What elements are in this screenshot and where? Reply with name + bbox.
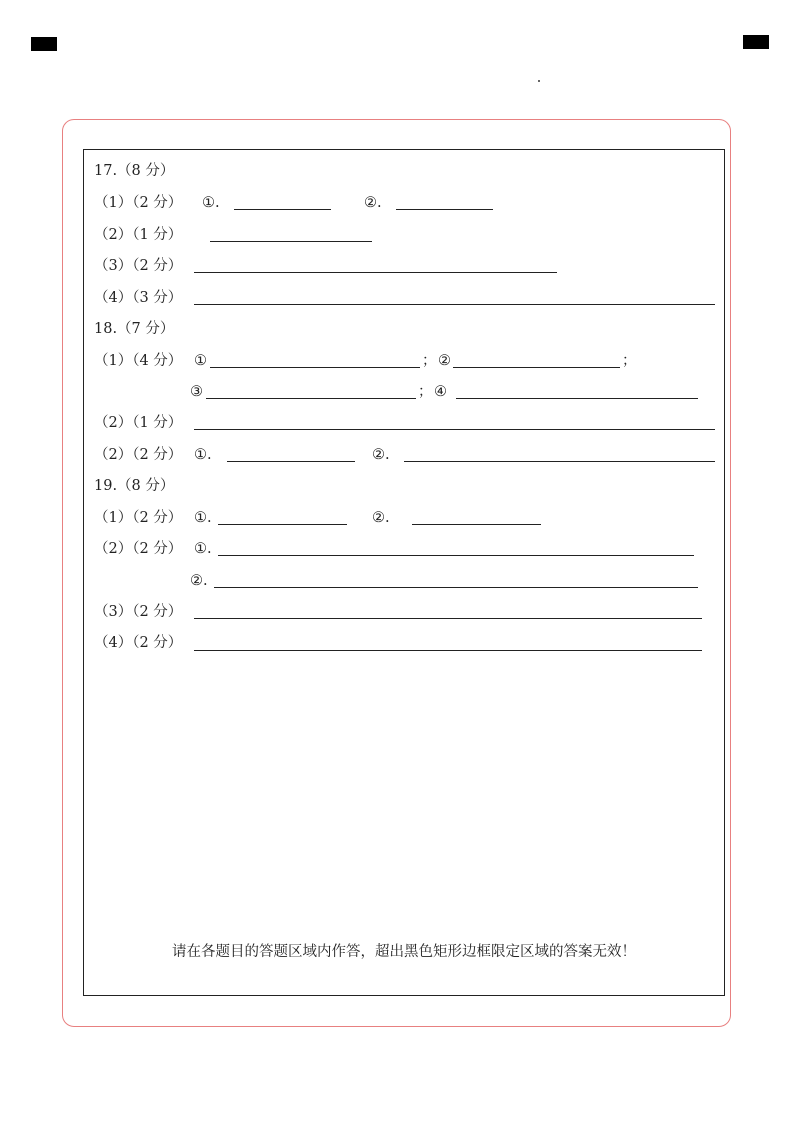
q18-part1-marker4: ④ (434, 384, 447, 400)
q18-header: 18.（7 分） (94, 321, 175, 337)
q17-part1-label: （1）（2 分） (94, 195, 183, 211)
scan-speck (538, 80, 540, 82)
q19-part1-marker2: ②. (372, 510, 390, 526)
alignment-mark-left (31, 37, 57, 51)
q18-part1-answer-line1[interactable] (210, 367, 420, 368)
q17-header: 17.（8 分） (94, 163, 175, 179)
alignment-mark-right (743, 35, 769, 49)
q17-part3-label: （3）（2 分） (94, 258, 183, 274)
q18-part3-marker2: ②. (372, 447, 390, 463)
q18-part1-separator2: ； (622, 353, 637, 369)
q19-part4-label: （4）（2 分） (94, 635, 183, 651)
q18-part1-answer-line3[interactable] (206, 398, 416, 399)
q18-part1-marker2: ② (438, 353, 451, 369)
q18-part1-label: （1）（4 分） (94, 353, 183, 369)
q18-part1-separator3: ； (418, 384, 433, 400)
q18-part3-label: （2）（2 分） (94, 447, 183, 463)
q17-part1-marker1: ①. (202, 195, 220, 211)
q17-part2-label: （2）（1 分） (94, 227, 183, 243)
q18-part1-marker3: ③ (190, 384, 203, 400)
q19-part1-answer-line1[interactable] (218, 524, 347, 525)
q19-part1-marker1: ①. (194, 510, 212, 526)
q19-part1-label: （1）（2 分） (94, 510, 183, 526)
q18-part1-marker1: ① (194, 353, 207, 369)
q17-part3-answer-line[interactable] (194, 272, 557, 273)
q18-part1-separator1: ； (422, 353, 437, 369)
q19-part1-answer-line2[interactable] (412, 524, 541, 525)
q19-part2-marker2: ②. (190, 573, 208, 589)
q17-part1-answer-line1[interactable] (234, 209, 331, 210)
q18-part3-marker1: ①. (194, 447, 212, 463)
q18-part2-answer-line[interactable] (194, 429, 715, 430)
q18-part2-label: （2）（1 分） (94, 415, 183, 431)
q18-part1-answer-line4[interactable] (456, 398, 698, 399)
q19-part4-answer-line[interactable] (194, 650, 702, 651)
q19-part2-answer-line2[interactable] (214, 587, 698, 588)
q18-part3-answer-line2[interactable] (404, 461, 715, 462)
q18-part3-answer-line1[interactable] (227, 461, 355, 462)
q19-part2-answer-line1[interactable] (218, 555, 694, 556)
q17-part1-marker2: ②. (364, 195, 382, 211)
q19-part2-marker1: ①. (194, 541, 212, 557)
q19-part3-label: （3）（2 分） (94, 604, 183, 620)
q19-header: 19.（8 分） (94, 478, 175, 494)
answer-area-notice: 请在各题目的答题区域内作答，超出黑色矩形边框限定区域的答案无效！ (172, 944, 636, 960)
answer-area-inner-border (83, 149, 725, 996)
q19-part3-answer-line[interactable] (194, 618, 702, 619)
q19-part2-label: （2）（2 分） (94, 541, 183, 557)
q17-part1-answer-line2[interactable] (396, 209, 493, 210)
q17-part2-answer-line[interactable] (210, 241, 372, 242)
q17-part4-answer-line[interactable] (194, 304, 715, 305)
q18-part1-answer-line2[interactable] (453, 367, 620, 368)
q17-part4-label: （4）（3 分） (94, 290, 183, 306)
